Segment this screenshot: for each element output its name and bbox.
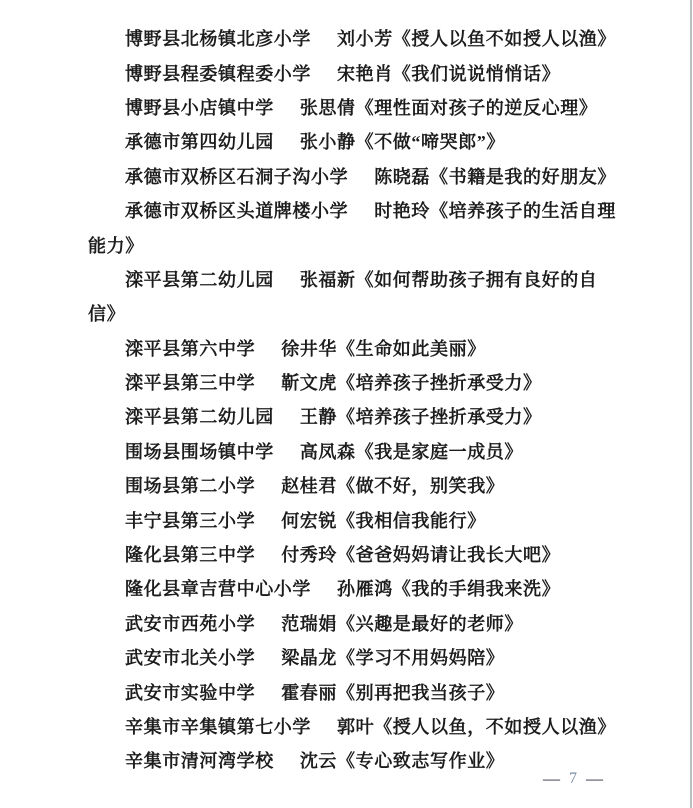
line-segment: 滦平县第二幼儿园 <box>125 407 274 428</box>
line-segment: 霍春丽《别再把我当孩子》 <box>281 682 505 703</box>
line-segment: 武安市西苑小学 <box>125 613 256 634</box>
text-line <box>88 193 648 227</box>
document-body <box>88 21 648 778</box>
line-segment: 滦平县第六中学 <box>125 338 256 359</box>
page-footer <box>543 770 603 787</box>
line-segment: 范瑞娟《兴趣是最好的老师》 <box>281 613 524 634</box>
line-segment: 隆化县第三中学 <box>125 545 256 566</box>
text-line <box>88 709 648 743</box>
line-segment: 付秀玲《爸爸妈妈请让我长大吧》 <box>281 545 561 566</box>
line-segment: 承德市第四幼儿园 <box>125 132 274 153</box>
line-segment: 孙雁鸿《我的手绢我来洗》 <box>337 579 561 600</box>
line-segment: 宋艳肖《我们说说悄悄话》 <box>337 63 561 84</box>
line-segment: 博野县小店镇中学 <box>125 97 274 118</box>
page-edge-line <box>690 0 692 808</box>
line-segment: 时艳玲《培养孩子的生活自理 <box>374 201 617 222</box>
line-segment: 张福新《如何帮助孩子拥有良好的自 <box>299 269 598 290</box>
text-line <box>88 21 648 55</box>
text-line <box>88 159 648 193</box>
text-line <box>88 55 648 89</box>
text-line <box>88 296 648 330</box>
line-segment: 丰宁县第三小学 <box>125 510 256 531</box>
line-segment: 隆化县章吉营中心小学 <box>125 579 311 600</box>
line-segment: 能力》 <box>88 235 144 256</box>
line-segment: 郭叶《授人以鱼，不如授人以渔》 <box>337 717 616 737</box>
line-segment: 围场县围场镇中学 <box>125 441 274 462</box>
line-segment: 信》 <box>88 304 126 325</box>
text-line <box>88 468 648 502</box>
text-line <box>88 365 648 399</box>
line-segment: 围场县第二小学 <box>125 476 256 497</box>
text-line <box>88 227 648 261</box>
line-segment: 承德市双桥区石洞子沟小学 <box>125 166 349 187</box>
text-line <box>88 262 648 296</box>
line-segment: 何宏锐《我相信我能行》 <box>281 510 486 531</box>
page-number: 7 <box>569 769 577 787</box>
line-segment: 滦平县第二幼儿园 <box>125 269 274 290</box>
line-segment: 高凤森《我是家庭一成员》 <box>299 441 524 462</box>
line-segment: 梁晶龙《学习不用妈妈陪》 <box>281 648 505 669</box>
line-segment: 辛集市辛集镇第七小学 <box>125 717 311 737</box>
text-line <box>88 640 648 674</box>
text-line <box>88 502 648 536</box>
line-segment: 王静《培养孩子挫折承受力》 <box>299 407 542 428</box>
line-segment: 辛集市清河湾学校 <box>125 751 274 772</box>
line-segment: 滦平县第三中学 <box>125 373 256 394</box>
text-line <box>88 434 648 468</box>
text-line <box>88 537 648 571</box>
line-segment: 博野县北杨镇北彦小学 <box>125 29 311 50</box>
text-line <box>88 399 648 433</box>
line-segment: 刘小芳《授人以鱼不如授人以渔》 <box>337 29 616 50</box>
text-line <box>88 606 648 640</box>
line-segment: 徐井华《生命如此美丽》 <box>281 338 486 359</box>
text-line <box>88 124 648 158</box>
text-line <box>88 90 648 124</box>
line-segment: 武安市北关小学 <box>125 648 256 669</box>
line-segment: 张小静《不做“啼哭郎”》 <box>299 132 506 153</box>
text-line <box>88 331 648 365</box>
line-segment: 武安市实验中学 <box>125 682 256 703</box>
line-segment: 承德市双桥区头道牌楼小学 <box>125 201 349 222</box>
line-segment: 博野县程委镇程委小学 <box>125 63 311 84</box>
text-line <box>88 674 648 708</box>
line-segment: 靳文虎《培养孩子挫折承受力》 <box>281 373 542 394</box>
line-segment: 陈晓磊《书籍是我的好朋友》 <box>374 166 617 187</box>
line-segment: 张思倩《理性面对孩子的逆反心理》 <box>299 97 598 118</box>
text-line <box>88 571 648 605</box>
footer-dash-right: — <box>586 769 603 788</box>
footer-dash-left: — <box>543 769 560 788</box>
line-segment: 赵桂君《做不好，别笑我》 <box>281 476 505 497</box>
line-segment: 沈云《专心致志写作业》 <box>299 751 505 772</box>
